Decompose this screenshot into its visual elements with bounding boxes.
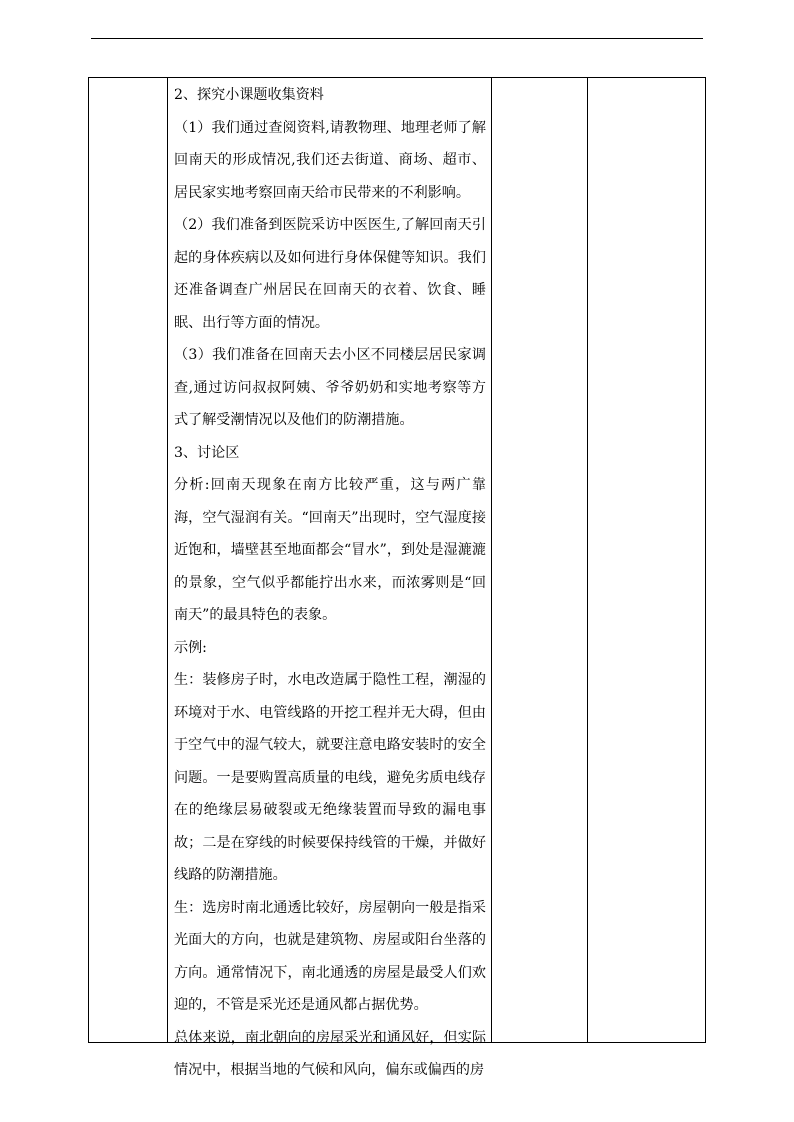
paragraph-student-orientation: 生：选房时南北通透比较好，房屋朝向一般是指采光面大的方向，也就是建筑物、房屋或阳台坐落的方向。通常情况下，南北通透的房屋是最受人们欢迎的，不管是采光还是通风都占据优势。 <box>174 899 486 1013</box>
paragraph-research-methods: （1）我们通过查阅资料,请教物理、地理老师了解回南天的形成情况,我们还去街道、商场、超市、居民家实地考察回南天给市民带来的不利影响。 <box>174 119 486 201</box>
table-cell-content <box>174 79 486 1078</box>
paragraph-summary: 总体来说，南北朝向的房屋采光和通风好，但实际情况中，根据当地的气候和风向，偏东或偏西的房 <box>174 1029 486 1078</box>
table-column-divider-3 <box>587 77 588 1043</box>
paragraph-resident-survey: （3）我们准备在回南天去小区不同楼层居民家调查,通过访问叔叔阿姨、爷爷奶奶和实地考察等方式了解受潮情况以及他们的防潮措施。 <box>174 347 486 428</box>
header-rule <box>91 38 703 39</box>
paragraph-student-wiring: 生：装修房子时，水电改造属于隐性工程，潮湿的环境对于水、电管线路的开挖工程并无大碍，但由于空气中的湿气较大，就要注意电路安装时的安全问题。一是要购置高质量的电线，避免劣质电线存在的绝缘层易破裂或无绝缘装置而导致的漏电事故；二是在穿线的时候要保持线管的干燥，并做好线路的防潮措施。 <box>174 672 486 883</box>
paragraph-analysis: 分析:回南天现象在南方比较严重，这与两广靠海，空气湿润有关。“回南天”出现时，空气湿度接近饱和，墙壁甚至地面都会“冒水”，到处是湿漉漉的景象，空气似乎都能拧出水来，而浓雾则是“回南天”的最具特色的表象。 <box>174 477 486 623</box>
paragraph-example-label: 示例: <box>174 639 207 656</box>
table-column-divider-1 <box>167 77 168 1043</box>
section-heading-discussion: 3、讨论区 <box>174 444 240 461</box>
paragraph-doctor-interview: （2）我们准备到医院采访中医医生,了解回南天引起的身体疾病以及如何进行身体保健等知识。我们还准备调查广州居民在回南天的衣着、饮食、睡眠、出行等方面的情况。 <box>174 217 486 331</box>
section-heading-collect-materials: 2、探究小课题收集资料 <box>174 87 324 103</box>
table-column-divider-2 <box>491 77 492 1043</box>
